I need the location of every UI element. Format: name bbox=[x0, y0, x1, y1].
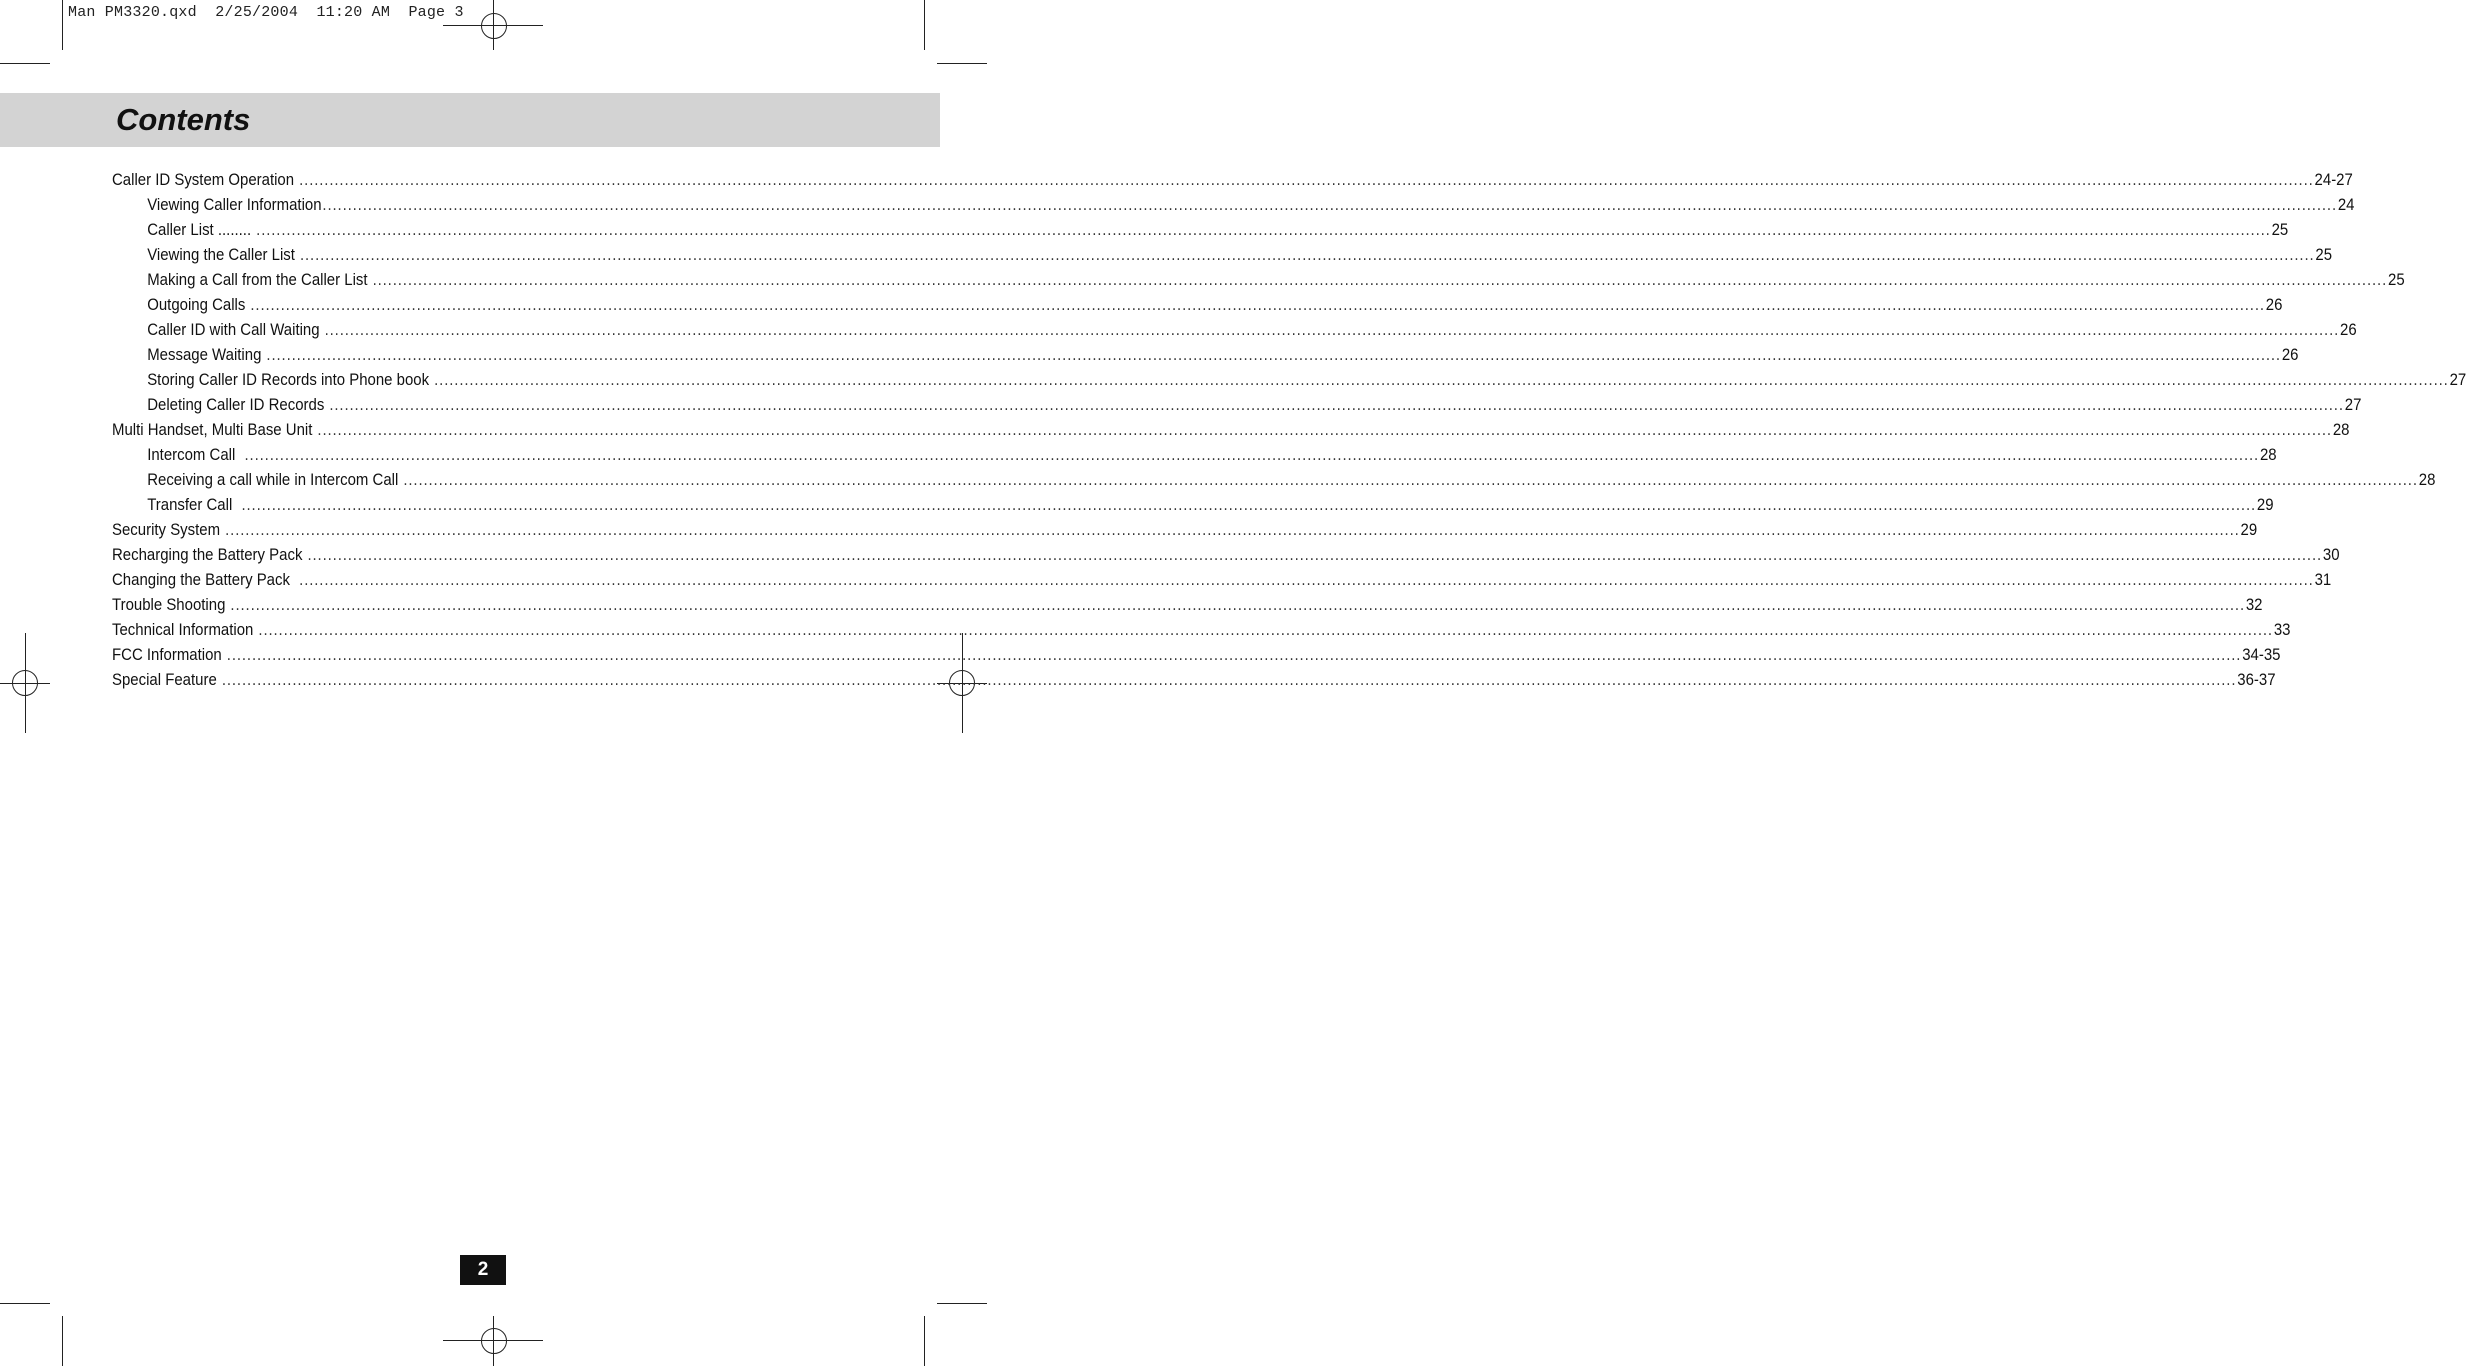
toc-entry-label: Transfer Call bbox=[147, 495, 241, 514]
toc-entry-page: 36-37 bbox=[2237, 670, 2276, 689]
toc-entry bbox=[112, 367, 2466, 392]
toc-entry-page: 34-35 bbox=[2242, 645, 2281, 664]
toc-entry-label: Recharging the Battery Pack bbox=[112, 545, 307, 564]
toc-entry-page: 26 bbox=[2281, 345, 2299, 364]
crop-mark bbox=[924, 0, 925, 50]
toc-entry bbox=[112, 292, 2283, 317]
toc-leader-dots: ................................................................................................................................................................................................................................................................................................................................................................................................................ bbox=[322, 195, 2337, 214]
toc-entry bbox=[112, 442, 2277, 467]
toc-entry-label: Making a Call from the Caller List bbox=[147, 270, 372, 289]
toc-entry-page: 24 bbox=[2337, 195, 2355, 214]
toc-leader-dots: ................................................................................................................................................................................................................................................................................................................................................................................................................ bbox=[221, 670, 2237, 689]
toc-leader-dots: ................................................................................................................................................................................................................................................................................................................................................................................................................ bbox=[299, 570, 2314, 589]
crop-mark bbox=[0, 1303, 50, 1304]
toc-entry-label: Special Feature bbox=[112, 670, 221, 689]
toc-entry-label: Caller ID with Call Waiting bbox=[147, 320, 324, 339]
toc-entry-page: 30 bbox=[2322, 545, 2340, 564]
toc-entry bbox=[112, 417, 2350, 442]
toc-entry-label: Viewing Caller Information bbox=[147, 195, 322, 214]
crop-mark bbox=[0, 63, 50, 64]
toc-leader-dots: ................................................................................................................................................................................................................................................................................................................................................................................................................ bbox=[230, 595, 2245, 614]
toc-entry-page: 29 bbox=[2256, 495, 2274, 514]
toc-entry bbox=[112, 667, 2276, 692]
page-title: Contents bbox=[116, 102, 251, 137]
toc-entry-label: Security System bbox=[112, 520, 225, 539]
crop-mark bbox=[924, 1316, 925, 1366]
toc-entry-label: Caller ID System Operation bbox=[112, 170, 299, 189]
toc-entry-page: 27 bbox=[2344, 395, 2362, 414]
toc-leader-dots: ................................................................................................................................................................................................................................................................................................................................................................................................................ bbox=[226, 645, 2242, 664]
toc-entry bbox=[112, 317, 2357, 342]
toc-leader-dots: ................................................................................................................................................................................................................................................................................................................................................................................................................ bbox=[250, 295, 2265, 314]
toc-entry bbox=[112, 567, 2332, 592]
toc-entry bbox=[112, 267, 2405, 292]
toc-leader-dots: ................................................................................................................................................................................................................................................................................................................................................................................................................ bbox=[225, 520, 2240, 539]
toc-entry-label: Caller List ........ bbox=[147, 220, 256, 239]
toc-entry-label: Storing Caller ID Records into Phone book bbox=[147, 370, 434, 389]
toc-entry-page: 33 bbox=[2273, 620, 2291, 639]
crop-mark bbox=[937, 63, 987, 64]
toc-entry bbox=[112, 192, 2355, 217]
toc-entry bbox=[112, 217, 2289, 242]
print-slug: Man PM3320.qxd 2/25/2004 11:20 AM Page 3 bbox=[68, 4, 464, 21]
toc-entry bbox=[112, 392, 2362, 417]
toc-entry-page: 26 bbox=[2265, 295, 2283, 314]
toc-entry bbox=[112, 542, 2340, 567]
page-number: 2 bbox=[460, 1255, 506, 1285]
toc-entry-label: Multi Handset, Multi Base Unit bbox=[112, 420, 317, 439]
toc-leader-dots: ................................................................................................................................................................................................................................................................................................................................................................................................................ bbox=[241, 495, 2257, 514]
toc-entry bbox=[112, 167, 2353, 192]
toc-leader-dots: ................................................................................................................................................................................................................................................................................................................................................................................................................ bbox=[299, 170, 2314, 189]
toc-entry-label: Deleting Caller ID Records bbox=[147, 395, 329, 414]
toc-entry-label: Viewing the Caller List bbox=[147, 245, 300, 264]
toc-entry-page: 28 bbox=[2332, 420, 2350, 439]
toc-entry-label: Technical Information bbox=[112, 620, 258, 639]
table-of-contents bbox=[112, 167, 2466, 692]
toc-entry bbox=[112, 492, 2274, 517]
toc-leader-dots: ................................................................................................................................................................................................................................................................................................................................................................................................................ bbox=[372, 270, 2388, 289]
crop-mark bbox=[62, 0, 63, 50]
toc-leader-dots: ................................................................................................................................................................................................................................................................................................................................................................................................................ bbox=[258, 620, 2273, 639]
toc-entry bbox=[112, 617, 2291, 642]
toc-leader-dots: ................................................................................................................................................................................................................................................................................................................................................................................................................ bbox=[256, 220, 2271, 239]
toc-entry bbox=[112, 342, 2299, 367]
toc-entry-label: FCC Information bbox=[112, 645, 226, 664]
toc-entry-page: 24-27 bbox=[2314, 170, 2353, 189]
toc-entry-page: 31 bbox=[2314, 570, 2332, 589]
toc-entry bbox=[112, 467, 2436, 492]
toc-leader-dots: ................................................................................................................................................................................................................................................................................................................................................................................................................ bbox=[299, 245, 2315, 264]
toc-entry-label: Outgoing Calls bbox=[147, 295, 250, 314]
toc-leader-dots: ................................................................................................................................................................................................................................................................................................................................................................................................................ bbox=[317, 420, 2332, 439]
toc-entry bbox=[112, 642, 2281, 667]
toc-entry-page: 28 bbox=[2418, 470, 2436, 489]
toc-leader-dots: ................................................................................................................................................................................................................................................................................................................................................................................................................ bbox=[266, 345, 2281, 364]
toc-entry bbox=[112, 592, 2263, 617]
toc-entry-page: 28 bbox=[2259, 445, 2277, 464]
toc-entry-page: 27 bbox=[2449, 370, 2466, 389]
toc-entry-page: 32 bbox=[2245, 595, 2263, 614]
toc-entry-label: Intercom Call bbox=[147, 445, 244, 464]
toc-entry-page: 25 bbox=[2315, 245, 2333, 264]
toc-entry-page: 25 bbox=[2387, 270, 2405, 289]
crop-mark bbox=[937, 1303, 987, 1304]
toc-entry bbox=[112, 517, 2258, 542]
toc-leader-dots: ................................................................................................................................................................................................................................................................................................................................................................................................................ bbox=[434, 370, 2449, 389]
toc-entry-label: Receiving a call while in Intercom Call bbox=[147, 470, 403, 489]
toc-entry-page: 26 bbox=[2340, 320, 2357, 339]
toc-entry bbox=[112, 242, 2333, 267]
toc-leader-dots: ................................................................................................................................................................................................................................................................................................................................................................................................................ bbox=[329, 395, 2344, 414]
toc-entry-label: Message Waiting bbox=[147, 345, 266, 364]
toc-leader-dots: ................................................................................................................................................................................................................................................................................................................................................................................................................ bbox=[324, 320, 2340, 339]
toc-entry-page: 29 bbox=[2240, 520, 2258, 539]
toc-leader-dots: ................................................................................................................................................................................................................................................................................................................................................................................................................ bbox=[307, 545, 2323, 564]
toc-leader-dots: ................................................................................................................................................................................................................................................................................................................................................................................................................ bbox=[403, 470, 2418, 489]
toc-entry-page: 25 bbox=[2271, 220, 2289, 239]
toc-entry-label: Trouble Shooting bbox=[112, 595, 230, 614]
crop-mark bbox=[62, 1316, 63, 1366]
toc-leader-dots: ................................................................................................................................................................................................................................................................................................................................................................................................................ bbox=[244, 445, 2260, 464]
toc-entry-label: Changing the Battery Pack bbox=[112, 570, 299, 589]
